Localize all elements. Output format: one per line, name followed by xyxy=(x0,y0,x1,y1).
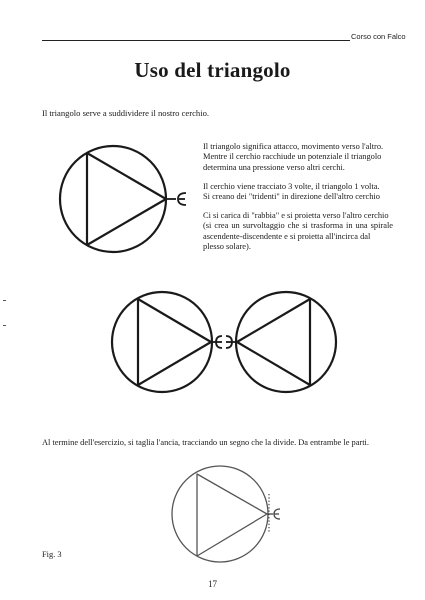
paragraph-line: ascendente-discendente e si proietta all'incirca dal xyxy=(203,231,371,241)
paragraph-drawing xyxy=(203,182,393,203)
paragraph-line: plesso solare). xyxy=(203,242,251,252)
header-course: Corso con Falco xyxy=(351,32,406,41)
margin-mark xyxy=(3,300,6,301)
paragraph-line: (si crea un survoltaggio che si trasforma in una spirale xyxy=(203,221,393,231)
header-rule xyxy=(42,40,350,41)
trident-icon xyxy=(166,193,186,205)
paragraph-line: Si creano dei "tridenti" in direzione dell'altro cerchio xyxy=(203,192,380,202)
figure-label: Fig. 3 xyxy=(42,550,62,559)
paragraph-line: Il triangolo significa attacco, movimento verso l'altro. xyxy=(203,142,384,151)
left-circle xyxy=(112,292,212,392)
page-title: Uso del triangolo xyxy=(134,58,291,82)
figure-circle-triangle-trident xyxy=(50,145,200,265)
figure-cut-trident xyxy=(170,462,290,574)
end-of-exercise-text: Al termine dell'esercizio, si taglia l'ancia, tracciando un segno che la divide. Da entrambe le parti. xyxy=(42,438,369,447)
paragraph-line: determina una pressione verso altri cerchi. xyxy=(203,162,345,172)
trident-icon xyxy=(211,336,237,348)
paragraph-line: Il cerchio viene tracciato 3 volte, il triangolo 1 volta. xyxy=(203,182,380,191)
paragraph-line: Ci si carica di "rabbia" e si proietta verso l'altro cerchio xyxy=(203,211,389,220)
paragraph-energy xyxy=(203,211,393,253)
paragraph-meaning xyxy=(203,142,393,173)
right-circle xyxy=(236,292,336,392)
paragraph-line: Mentre il cerchio racchiude un potenziale il triangolo xyxy=(203,152,382,162)
page-number: 17 xyxy=(208,579,217,589)
margin-mark xyxy=(3,325,6,326)
intro-text: Il triangolo serve a suddividere il nostro cerchio. xyxy=(42,108,210,118)
figure-two-circles-connected xyxy=(110,290,340,400)
